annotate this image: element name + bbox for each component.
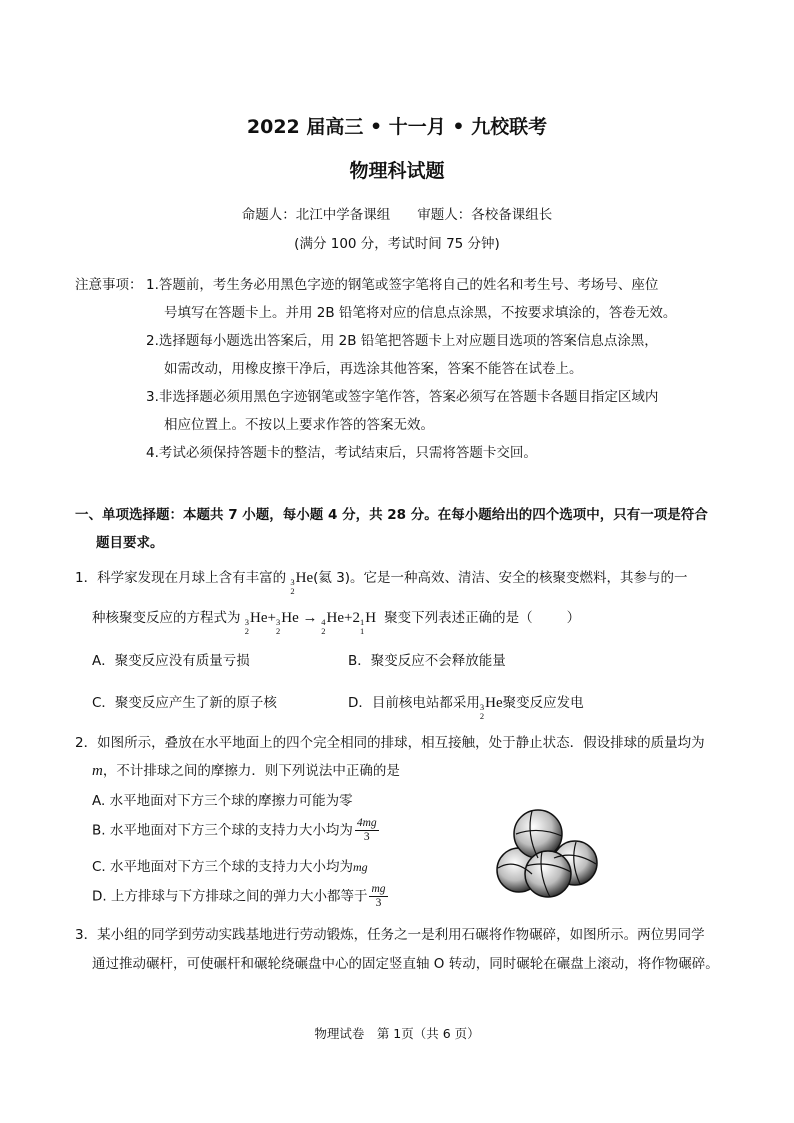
page-footer: 物理试卷 第 1页（共 6 页）: [314, 1026, 480, 1041]
section-heading-line-2: 题目要求。: [96, 535, 164, 551]
notice-item-4: 4.考试必须保持答题卡的整洁，考试结束后，只需将答题卡交回。: [146, 445, 537, 461]
page-subtitle: 物理科试题: [349, 160, 445, 182]
question-2-line-2: m，不计排球之间的摩擦力．则下列说法中正确的是: [92, 763, 400, 779]
notice-item-2-line-1: 2.选择题每小题选出答案后，用 2B 铅笔把答题卡上对应题目选项的答案信息点涂黑，: [146, 333, 658, 349]
question-3-line-2: 通过推动碾杆，可使碾杆和碾轮绕碾盘中心的固定竖直轴 O 转动，同时碾轮在碾盘上滚动，将作物碾碎。: [92, 956, 719, 972]
q1-option-c: C．聚变反应产生了新的原子核: [92, 695, 277, 711]
stacked-volleyballs-figure: [492, 798, 602, 903]
section-heading-line-1: 一、单项选择题：本题共 7 小题，每小题 4 分，共 28 分。在每小题给出的四个选项中，只有一项是符合: [75, 507, 708, 523]
question-number: 1．: [75, 570, 98, 586]
q2-option-d: D. 上方排球与下方排球之间的弹力大小都等于 $\frac{mg}{3}$: [92, 883, 386, 909]
notice-label: 注意事项：: [75, 277, 143, 293]
notice-item-3-line-1: 3.非选择题必须用黑色字迹钢笔或签字笔作答，答案必须写在答题卡各题目指定区域内: [146, 389, 659, 405]
question-1-line-1: 1．科学家发现在月球上含有丰富的 3 2 He(氦 3)。它是一种高效、清洁、安全的核聚变燃料，其参与的一: [75, 570, 688, 596]
fusion-equation: 3 2 He+ 3 2 He → 4 2 He+2 1 1 H: [244, 610, 377, 636]
question-3-line-1: 3．某小组的同学到劳动实践基地进行劳动锻炼，任务之一是利用石碾将作物碾碎，如图所示。两位男同学: [75, 927, 705, 943]
question-1-line-2: 种核聚变反应的方程式为 3 2 He+ 3 2 He → 4 2 He+2 1 1 H 聚变下列表述正确的是（ ）: [92, 610, 581, 636]
question-2-line-1: 2．如图所示，叠放在水平地面上的四个完全相同的排球，相互接触，处于静止状态．假设排球的质量均为: [75, 735, 705, 751]
authors-line: 命题人：北江中学备课组 审题人：各校备课组长: [241, 207, 553, 223]
q2-option-a: A. 水平地面对下方三个球的摩擦力可能为零: [92, 793, 353, 809]
notice-item-2-line-2: 如需改动，用橡皮擦干净后，再选涂其他答案，答案不能答在试卷上。: [164, 361, 583, 377]
q1-option-d: D．目前核电站都采用 3 2 He聚变反应发电: [348, 695, 584, 721]
helium-3-symbol: 3 2 He: [290, 570, 314, 596]
notice-item-3-line-2: 相应位置上。不按以上要求作答的答案无效。: [164, 417, 434, 433]
notice-item-1-line-1: 1.答题前，考生务必用黑色字迹的钢笔或签字笔将自己的姓名和考生号、考场号、座位: [146, 277, 659, 293]
page-title: 2022 届高三 • 十一月 • 九校联考: [246, 116, 548, 138]
exam-info: (满分 100 分，考试时间 75 分钟): [294, 236, 500, 252]
q2-option-b: B. 水平地面对下方三个球的支持力大小均为 $\frac{4mg}{3}$: [92, 817, 377, 843]
q1-option-a: A．聚变反应没有质量亏损: [92, 653, 250, 669]
q2-option-c: C. 水平地面对下方三个球的支持力大小均为mg: [92, 859, 368, 875]
q1-option-b: B．聚变反应不会释放能量: [348, 653, 506, 669]
notice-item-1-line-2: 号填写在答题卡上。并用 2B 铅笔将对应的信息点涂黑，不按要求填涂的，答卷无效。: [164, 305, 677, 321]
